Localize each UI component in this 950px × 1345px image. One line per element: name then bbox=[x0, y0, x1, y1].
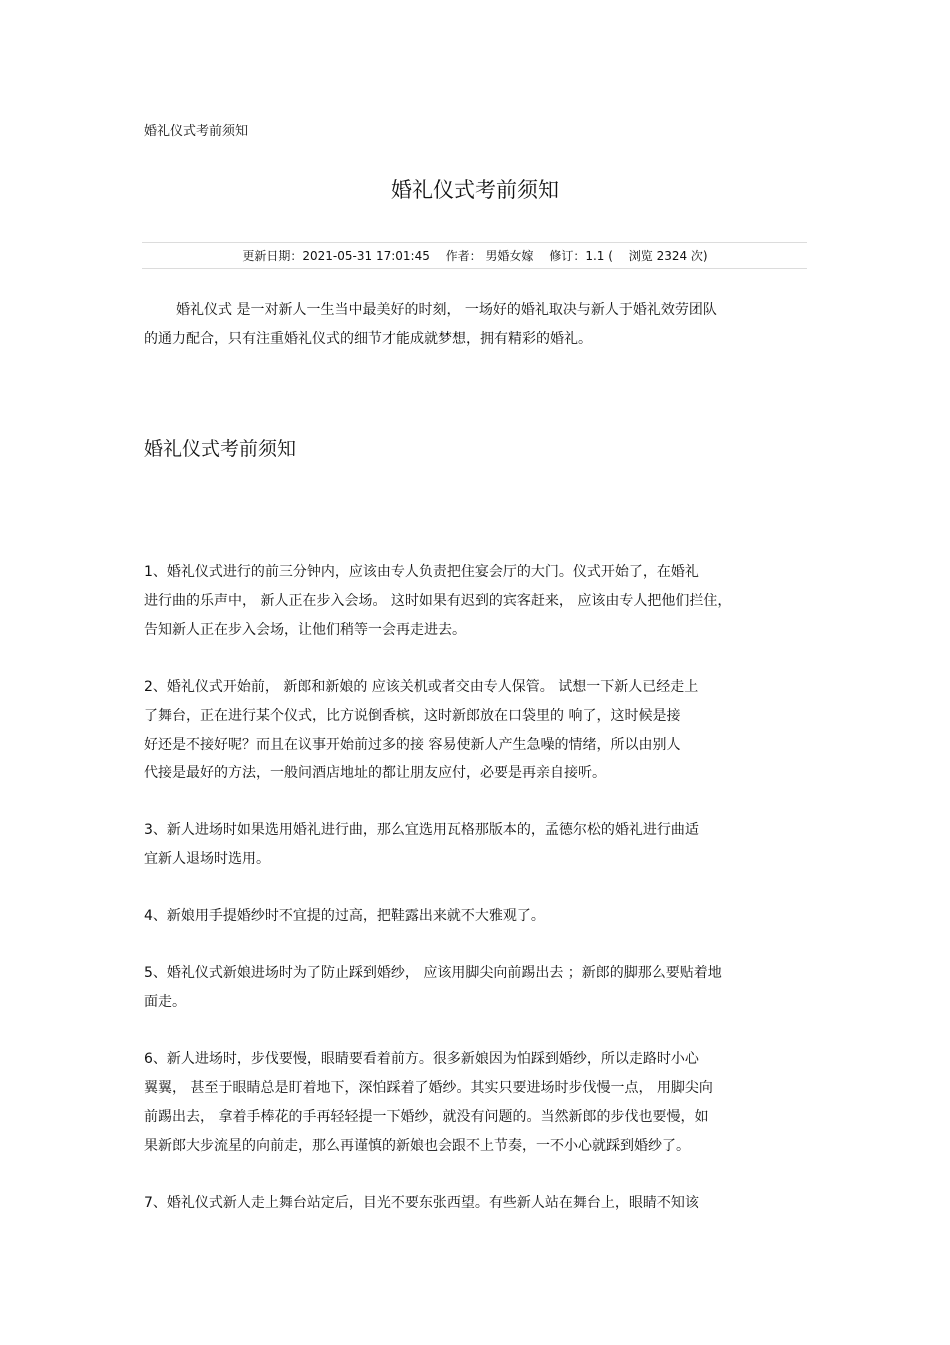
paragraph-line: 代接是最好的方法，一般问酒店地址的都让朋友应付，必要是再亲自接听。 bbox=[144, 765, 606, 781]
view-count: 浏览 2324 次) bbox=[628, 249, 708, 263]
paragraph-line: 3、新人进场时如果选用婚礼进行曲，那么宜选用瓦格那版本的，孟德尔松的婚礼进行曲适 bbox=[144, 822, 699, 838]
paragraph-line: 5、婚礼仪式新娘进场时为了防止踩到婚纱， 应该用脚尖向前踢出去 ；新郎的脚那么要贴着地 bbox=[144, 965, 722, 981]
paragraph-line: 翼翼， 甚至于眼睛总是盯着地下，深怕踩着了婚纱。其实只要进场时步伐慢一点， 用脚尖向 bbox=[144, 1080, 713, 1096]
section-heading: 婚礼仪式考前须知 bbox=[144, 438, 297, 460]
paragraph-line: 4、新娘用手提婚纱时不宜提的过高，把鞋露出来就不大雅观了。 bbox=[144, 908, 545, 924]
revision: 修订：1.1 ( bbox=[549, 249, 613, 263]
intro-line: 的通力配合，只有注重婚礼仪式的细节才能成就梦想，拥有精彩的婚礼。 bbox=[144, 331, 592, 347]
paragraph-line: 面走。 bbox=[144, 994, 186, 1010]
paragraph-line: 宜新人退场时选用。 bbox=[144, 851, 270, 867]
page-title: 婚礼仪式考前须知 bbox=[391, 178, 559, 202]
intro-line: 婚礼仪式 是一对新人一生当中最美好的时刻， 一场好的婚礼取决与新人于婚礼效劳团队 bbox=[176, 302, 717, 318]
paragraph-line: 6、新人进场时，步伐要慢，眼睛要看着前方。很多新娘因为怕踩到婚纱，所以走路时小心 bbox=[144, 1051, 699, 1067]
paragraph-line: 进行曲的乐声中， 新人正在步入会场。 这时如果有迟到的宾客赶来， 应该由专人把他们拦住， bbox=[144, 593, 732, 609]
update-date: 更新日期：2021-05-31 17:01:45 bbox=[242, 249, 430, 263]
paragraph-line: 前踢出去， 拿着手棒花的手再轻轻提一下婚纱，就没有问题的。当然新郎的步伐也要慢，如 bbox=[144, 1109, 709, 1125]
paragraph-line: 2、婚礼仪式开始前， 新郎和新娘的 应该关机或者交由专人保管。 试想一下新人已经走上 bbox=[144, 679, 699, 695]
paragraph-line: 1、婚礼仪式进行的前三分钟内，应该由专人负责把住宴会厅的大门。仪式开始了，在婚礼 bbox=[144, 564, 699, 580]
article-meta bbox=[0, 247, 950, 264]
meta-top-divider bbox=[142, 242, 807, 243]
author: 作者： 男婚女嫁 bbox=[445, 249, 534, 263]
meta-bottom-divider bbox=[142, 268, 807, 269]
paragraph-line: 7、婚礼仪式新人走上舞台站定后，目光不要东张西望。有些新人站在舞台上，眼睛不知该 bbox=[144, 1195, 699, 1211]
paragraph-line: 果新郎大步流星的向前走，那么再谨慎的新娘也会跟不上节奏，一不小心就踩到婚纱了。 bbox=[144, 1138, 690, 1154]
document-label: 婚礼仪式考前须知 bbox=[144, 124, 249, 139]
paragraph-line: 告知新人正在步入会场，让他们稍等一会再走进去。 bbox=[144, 622, 466, 638]
paragraph-line: 好还是不接好呢？而且在议事开始前过多的接 容易使新人产生急噪的情绪，所以由别人 bbox=[144, 737, 681, 753]
paragraph-line: 了舞台，正在进行某个仪式，比方说倒香槟，这时新郎放在口袋里的 响了，这时候是接 bbox=[144, 708, 681, 724]
